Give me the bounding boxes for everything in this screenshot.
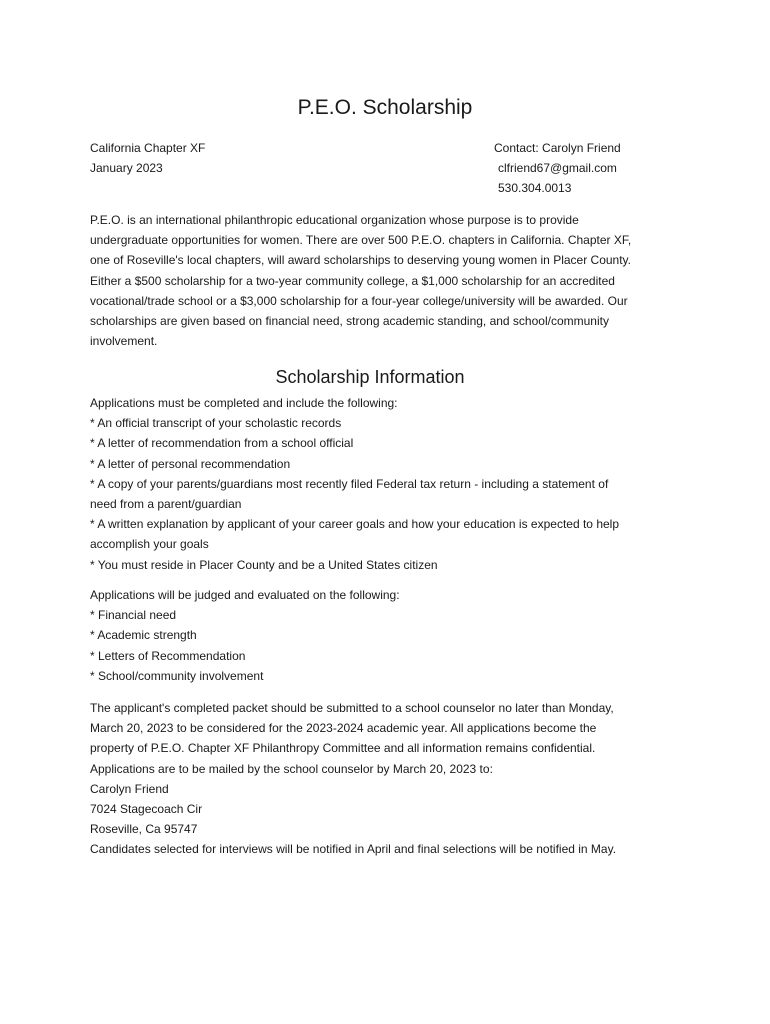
list-item: need from a parent/guardian — [90, 497, 242, 512]
requirements-list — [90, 393, 680, 575]
list-item: accomplish your goals — [90, 537, 209, 552]
mailing-street: 7024 Stagecoach Cir — [90, 802, 203, 817]
text-line: Candidates selected for interviews will be notified in April and final selections will be notified in May. — [90, 842, 617, 857]
header-left — [90, 138, 205, 178]
mailing-name: Carolyn Friend — [90, 781, 169, 796]
list-item: * A letter of recommendation from a school official — [90, 436, 354, 451]
list-item: * An official transcript of your scholastic records — [90, 416, 342, 431]
contact-name: Contact: Carolyn Friend — [494, 141, 621, 155]
list-intro: Applications will be judged and evaluated on the following: — [90, 588, 400, 602]
document-title: P.E.O. Scholarship — [297, 96, 473, 119]
intro-paragraph — [90, 210, 680, 351]
list-item: * Letters of Recommendation — [90, 648, 246, 663]
text-line: March 20, 2023 to be considered for the 2023-2024 academic year. All applications become the — [90, 721, 597, 736]
text-line: vocational/trade school or a $3,000 scholarship for a four-year college/university will be awarded. Our — [90, 293, 628, 308]
text-line: P.E.O. is an international philanthropic educational organization whose purpose is to provide — [90, 213, 579, 227]
list-item: * A copy of your parents/guardians most recently filed Federal tax return - including a statement of — [90, 476, 609, 491]
text-line: undergraduate opportunities for women. There are over 500 P.E.O. chapters in California. Chapter XF, — [90, 233, 632, 248]
list-item: * A written explanation by applicant of your career goals and how your education is expected to help — [90, 517, 620, 532]
chapter-name: California Chapter XF — [90, 141, 206, 155]
mailing-city: Roseville, Ca 95747 — [90, 822, 198, 837]
text-line: Either a $500 scholarship for a two-year community college, a $1,000 scholarship for an accredited — [90, 273, 615, 288]
section-heading: Scholarship Information — [275, 367, 465, 387]
contact-email: clfriend67@gmail.com — [498, 161, 617, 175]
text-line: The applicant's completed packet should be submitted to a school counselor no later than Monday, — [90, 701, 614, 715]
list-intro: Applications must be completed and include the following: — [90, 396, 398, 410]
text-line: involvement. — [90, 334, 158, 349]
criteria-list — [90, 585, 680, 686]
list-item: * School/community involvement — [90, 668, 264, 683]
list-item: * A letter of personal recommendation — [90, 456, 291, 471]
contact-phone: 530.304.0013 — [498, 181, 572, 195]
document-date: January 2023 — [90, 161, 163, 175]
text-line: property of P.E.O. Chapter XF Philanthropy Committee and all information remains confidential. — [90, 741, 596, 756]
text-line: one of Roseville's local chapters, will award scholarships to deserving young women in Placer County. — [90, 253, 632, 268]
text-line: scholarships are given based on financial need, strong academic standing, and school/community — [90, 314, 609, 329]
list-item: * You must reside in Placer County and be a United States citizen — [90, 557, 438, 572]
submission-paragraph — [90, 698, 680, 860]
list-item: * Academic strength — [90, 628, 197, 643]
list-item: * Financial need — [90, 608, 177, 623]
text-line: Applications are to be mailed by the school counselor by March 20, 2023 to: — [90, 761, 493, 776]
header-right — [494, 138, 621, 198]
